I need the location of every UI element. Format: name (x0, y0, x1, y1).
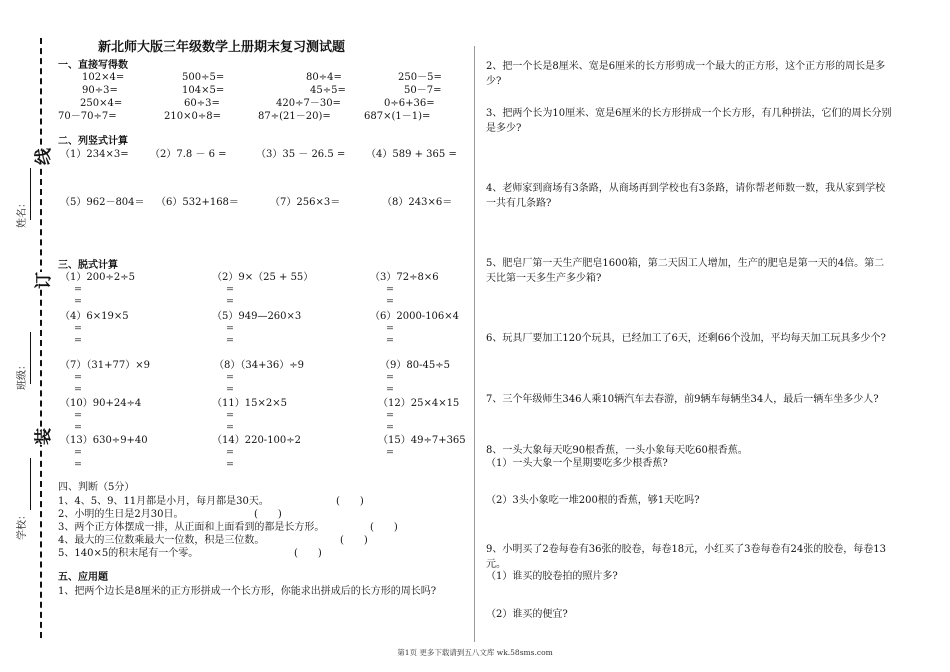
word-problem-7: 7、三个年级师生346人乘10辆汽车去春游，前9辆车每辆坐34人，最后一辆车坐多少人? (486, 394, 879, 405)
class-underline (30, 332, 31, 384)
calc-item: 70－70÷7= (58, 111, 117, 122)
class-label: 班级： (17, 360, 28, 390)
equals-sign: = (226, 335, 234, 346)
column-divider (474, 46, 475, 642)
equals-sign: = (386, 296, 394, 307)
calc-item: 60÷3= (184, 98, 220, 109)
equals-sign: = (74, 323, 82, 334)
equals-sign: = (386, 323, 394, 334)
vertical-calc-item: （5）962－804＝ (60, 197, 145, 208)
word-problem-3: 3、把两个长为10厘米、宽是6厘米的长方形拼成一个长方形，有几种拼法，它们的周长分别是多少? (486, 108, 892, 134)
equals-sign: = (386, 410, 394, 421)
equals-sign: = (386, 422, 394, 433)
word-problem-8-part-1: （1）一头大象一个星期要吃多少根香蕉? (486, 458, 668, 469)
calc-item: 500÷5= (182, 72, 225, 83)
judge-bracket[interactable]: ( ) (340, 535, 368, 546)
vertical-calc-item: （4）589 + 365 = (366, 149, 457, 160)
binding-char-xian: 线 (34, 148, 54, 165)
vertical-calc-item: （1）234×3= (60, 149, 129, 160)
section2-title: 二、列竖式计算 (58, 136, 128, 147)
calc-item: 50－7= (404, 85, 442, 96)
name-label: 姓名： (17, 198, 28, 228)
calc-item: 420÷7－30= (276, 98, 341, 109)
stepwise-calc-item: （6）2000-106×4 (370, 311, 460, 322)
equals-sign: = (226, 447, 234, 458)
section1-title: 一、直接写得数 (58, 60, 128, 71)
equals-sign: = (74, 372, 82, 383)
stepwise-calc-item: （9）80-45÷5 (380, 360, 450, 371)
binding-char-ding: 订 (34, 272, 54, 289)
calc-item: 210×0÷8= (164, 111, 221, 122)
equals-sign: = (386, 335, 394, 346)
calc-item: 104×5= (182, 85, 225, 96)
equals-sign: = (226, 372, 234, 383)
stepwise-calc-item: （8）（34+36）÷9 (214, 360, 304, 371)
calc-item: 687×(1－1)= (364, 111, 431, 122)
calc-item: 0÷6+36= (384, 98, 435, 109)
judge-bracket[interactable]: ( ) (254, 509, 282, 520)
judge-item: 3、两个正方体摆成一排，从正面和上面看到的都是长方形。 (58, 522, 325, 533)
word-problem-5: 5、肥皂厂第一天生产肥皂1600箱，第二天因工人增加，生产的肥皂是第一天的4倍。第二天比第一天多生产多少箱? (486, 258, 885, 284)
equals-sign: = (74, 335, 82, 346)
school-label: 学校： (17, 510, 28, 540)
judge-bracket[interactable]: ( ) (336, 496, 364, 507)
equals-sign: = (74, 384, 82, 395)
equals-sign: = (226, 284, 234, 295)
word-problem-9-part-2: （2）谁买的便宜? (486, 609, 568, 620)
equals-sign: = (226, 384, 234, 395)
stepwise-calc-item: （2）9×（25 + 55） (212, 272, 314, 283)
calc-item: 80÷4= (306, 72, 342, 83)
section5-title: 五、应用题 (58, 572, 108, 583)
calc-item: 102×4= (82, 72, 125, 83)
word-problem-8-part-2: （2）3头小象吃一堆200根的香蕉，够1天吃吗? (486, 495, 700, 506)
equals-sign: = (226, 422, 234, 433)
equals-sign: = (386, 372, 394, 383)
vertical-calc-item: （3）35 － 26.5 = (256, 149, 346, 160)
word-problem-1: 1、把两个边长是8厘米的正方形拼成一个长方形，你能求出拼成后的长方形的周长吗? (58, 586, 437, 597)
stepwise-calc-item: （3）72÷8×6 (370, 272, 439, 283)
equals-sign: = (386, 447, 394, 458)
stepwise-calc-item: （7）（31+77）×9 (60, 360, 150, 371)
equals-sign: = (386, 384, 394, 395)
judge-item: 4、最大的三位数乘最大一位数，积是三位数。 (58, 535, 265, 546)
binding-char-zhuang: 装 (34, 428, 54, 445)
calc-item: 87÷(21－20)= (258, 111, 331, 122)
page-footer: 第1页 更多下载请到五八文库 wk.58sms.com (397, 648, 553, 657)
stepwise-calc-item: （4）6×19×5 (60, 311, 129, 322)
section4-title: 四、判断（5分） (58, 482, 135, 493)
stepwise-calc-item: （5）949—260×3 (212, 311, 302, 322)
equals-sign: = (74, 296, 82, 307)
equals-sign: = (226, 296, 234, 307)
name-underline (30, 168, 31, 220)
equals-sign: = (226, 323, 234, 334)
stepwise-calc-item: （1）200÷2÷5 (60, 272, 135, 283)
judge-bracket[interactable]: ( ) (370, 522, 398, 533)
calc-item: 90÷3= (82, 85, 118, 96)
page-title: 新北师大版三年级数学上册期末复习测试题 (98, 40, 346, 55)
word-problem-2: 2、把一个长是8厘米、宽是6厘米的长方形剪成一个最大的正方形，这个正方形的周长是多少? (486, 61, 886, 87)
judge-bracket[interactable]: ( ) (294, 548, 322, 559)
word-problem-8: 8、一头大象每天吃90根香蕉，一头小象每天吃60根香蕉。 (486, 445, 748, 456)
vertical-calc-item: （6）532+168＝ (156, 197, 239, 208)
word-problem-9-part-1: （1）谁买的胶卷拍的照片多? (486, 571, 618, 582)
calc-item: 250－5= (398, 72, 442, 83)
equals-sign: = (74, 422, 82, 433)
word-problem-9: 9、小明买了2卷每卷有36张的胶卷，每卷18元，小红买了3卷每卷有24张的胶卷，每卷13元。 (486, 544, 886, 570)
calc-item: 250×4= (80, 98, 123, 109)
word-problem-6: 6、玩具厂要加工120个玩具，已经加工了6天，还剩66个没加，平均每天加工玩具多少个? (486, 333, 886, 344)
equals-sign: = (386, 284, 394, 295)
equals-sign: = (74, 459, 82, 470)
stepwise-calc-item: （10）90+24÷4 (60, 398, 142, 409)
equals-sign: = (74, 410, 82, 421)
equals-sign: = (74, 284, 82, 295)
judge-item: 5、140×5的积末尾有一个零。 (58, 548, 199, 559)
school-underline (30, 458, 31, 510)
judge-item: 2、小明的生日是2月30日。 (58, 509, 184, 520)
vertical-calc-item: （2）7.8 － 6 = (150, 149, 227, 160)
word-problem-4: 4、老师家到商场有3条路，从商场再到学校也有3条路，请你帮老师数一数，我从家到学校一共有几条路? (486, 183, 886, 209)
stepwise-calc-item: （14）220-100÷2 (212, 435, 302, 446)
judge-item: 1、4、5、9、11月都是小月，每月都是30天。 (58, 496, 269, 507)
vertical-calc-item: （7）256×3＝ (270, 197, 341, 208)
stepwise-calc-item: （15）49÷7+365 (378, 435, 466, 446)
binding-dashed-line (40, 38, 42, 638)
equals-sign: = (226, 410, 234, 421)
stepwise-calc-item: （12）25×4×15 (378, 398, 460, 409)
vertical-calc-item: （8）243×6＝ (382, 197, 453, 208)
equals-sign: = (226, 459, 234, 470)
equals-sign: = (74, 447, 82, 458)
stepwise-calc-item: （13）630÷9+40 (60, 435, 148, 446)
calc-item: 45÷5= (310, 85, 346, 96)
binding-margin (0, 0, 54, 672)
stepwise-calc-item: （11）15×2×5 (212, 398, 287, 409)
section3-title: 三、脱式计算 (58, 260, 118, 271)
